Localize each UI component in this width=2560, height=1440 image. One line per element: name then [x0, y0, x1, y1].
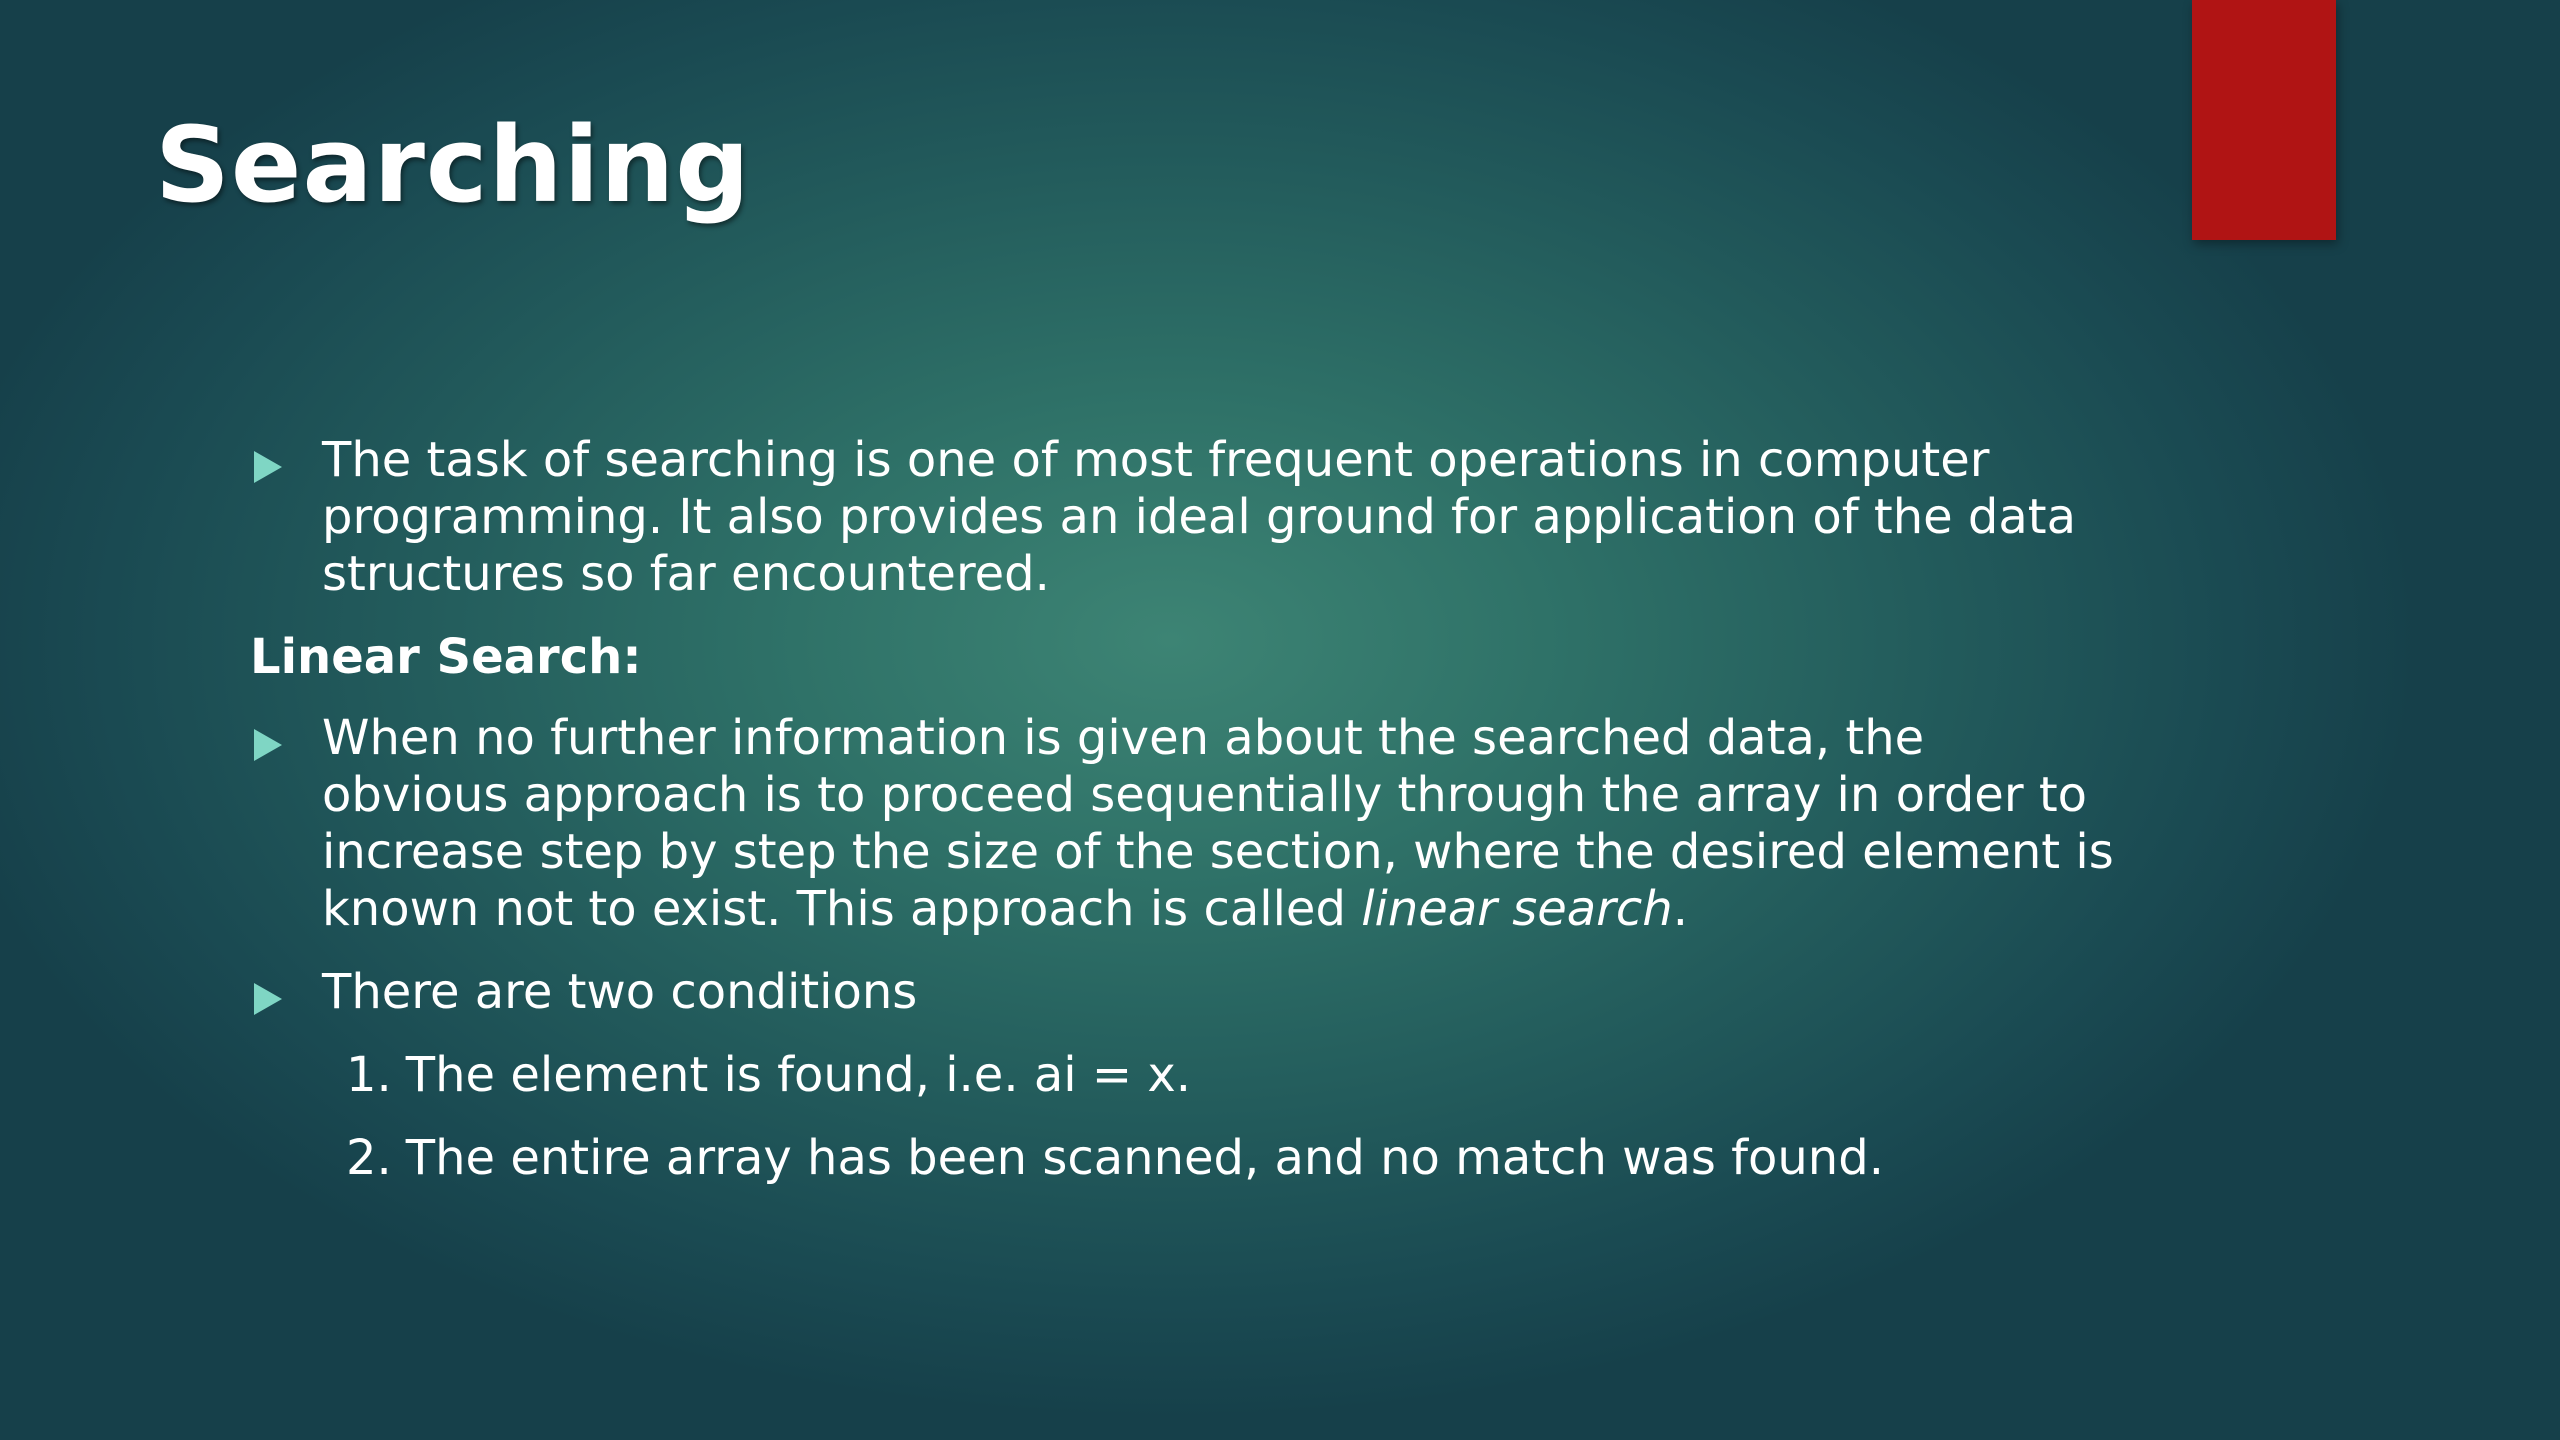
slide-content — [250, 432, 2130, 1187]
bullet-linear-search — [250, 710, 2122, 938]
triangle-right-icon — [254, 983, 282, 1015]
slide-title: Searching — [155, 104, 751, 226]
bullet-intro — [250, 432, 2122, 603]
condition-item — [250, 1047, 2130, 1104]
subheading-linear-search: Linear Search: — [250, 629, 642, 685]
bullet-linear-search-text: When no further information is given about the searched data, the obvious approach is to proceed sequentially through the array in order to increase step by step the size of the section, where the desired element is known not to exist. This approach is called — [322, 710, 2114, 937]
condition-number: 1. — [346, 1047, 392, 1103]
bullet-conditions-text: There are two conditions — [322, 964, 918, 1020]
bullet-linear-search-term: linear search — [1361, 881, 1673, 937]
condition-item — [250, 1130, 2130, 1187]
triangle-right-icon — [254, 729, 282, 761]
red-accent-block — [2192, 0, 2336, 240]
triangle-right-icon — [254, 451, 282, 483]
condition-text: The element is found, i.e. ai = x. — [405, 1047, 1191, 1103]
condition-number: 2. — [346, 1130, 392, 1186]
bullet-conditions — [250, 964, 2130, 1021]
condition-text: The entire array has been scanned, and no match was found. — [405, 1130, 1884, 1186]
bullet-linear-search-end: . — [1672, 881, 1688, 937]
bullet-intro-text: The task of searching is one of most frequent operations in computer programming. It also provides an ideal ground for application of the data structures so far encountered. — [322, 432, 2077, 602]
